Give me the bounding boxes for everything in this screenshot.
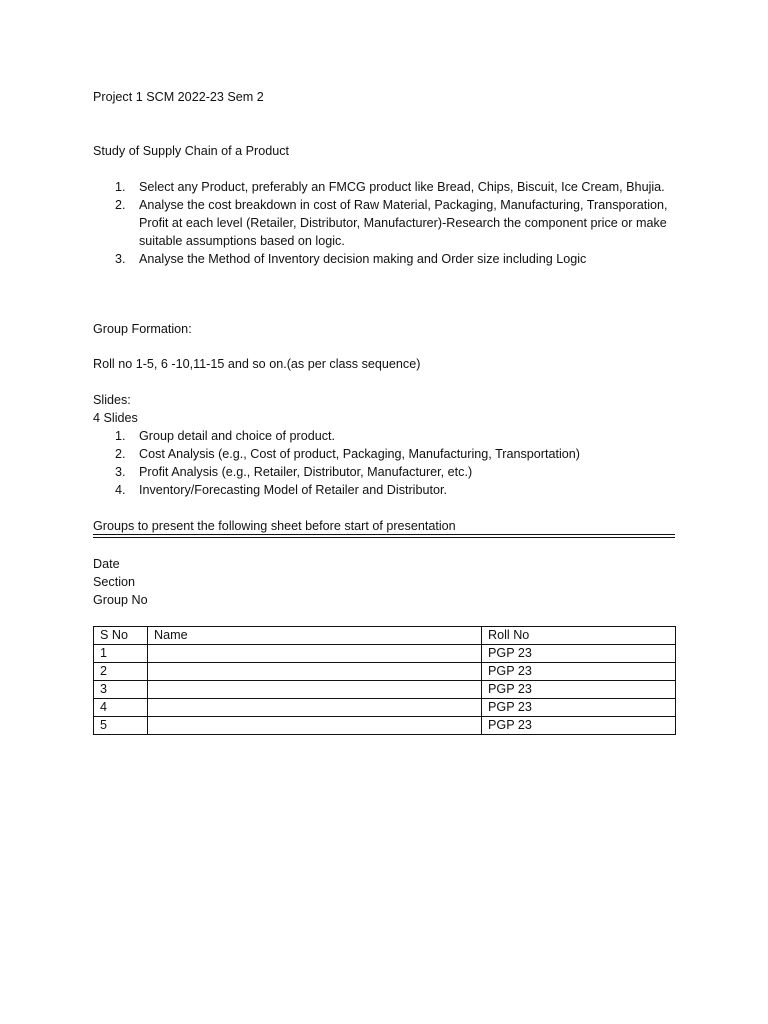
table-row [94,699,676,717]
slides-count: 4 Slides [93,411,138,425]
slides-list [93,427,683,499]
table-row [94,681,676,699]
doc-subtitle: Study of Supply Chain of a Product [93,144,290,158]
cell-name [148,681,482,699]
group-formation-label: Group Formation: [93,322,192,336]
cell-name [148,645,482,663]
cell-roll-no: PGP 23 [482,681,676,699]
double-rule-top [93,534,675,535]
header-name: Name [148,627,482,645]
slide-text: Group detail and choice of product. [139,429,336,443]
cell-name [148,717,482,735]
slide-text: Inventory/Forecasting Model of Retailer and Distributor. [139,483,447,497]
cell-roll-no: PGP 23 [482,645,676,663]
table-row [94,645,676,663]
sheet-heading: Groups to present the following sheet before start of presentation [93,519,456,533]
cell-sno: 1 [94,645,148,663]
slide-text: Cost Analysis (e.g., Cost of product, Packaging, Manufacturing, Transportation) [139,447,581,461]
cell-sno: 5 [94,717,148,735]
list-item: 4. Inventory/Forecasting Model of Retailer and Distributor. [115,483,447,497]
cell-sno: 2 [94,663,148,681]
header-sno: S No [94,627,148,645]
group-formation-text: Roll no 1-5, 6 -10,11-15 and so on.(as per class sequence) [93,357,421,371]
cell-sno: 4 [94,699,148,717]
cell-roll-no: PGP 23 [482,699,676,717]
group-sheet-table [93,626,676,735]
list-item: 2. Cost Analysis (e.g., Cost of product, Packaging, Manufacturing, Transportation) [115,447,581,461]
cell-sno: 3 [94,681,148,699]
list-item: 3. Analyse the Method of Inventory decision making and Order size including Logic [115,252,587,266]
task-text: Analyse the cost breakdown in cost of Raw Material, Packaging, Manufacturing, Transporation, Profit at each level (Retailer, Distributor, Manufacturer)-Research the component price or make suitable assumptions based on logic. [139,198,668,248]
list-item: 2. Analyse the cost breakdown in cost of Raw Material, Packaging, Manufacturing, Transporation, Profit at each level (Retailer, Distributor, Manufacturer)-Research the component price or make suitable assumptions based on logic. [115,198,668,248]
list-item: 1. Group detail and choice of product. [115,429,336,443]
header-roll-no: Roll No [482,627,676,645]
task-list [93,178,683,268]
task-text: Select any Product, preferably an FMCG product like Bread, Chips, Biscuit, Ice Cream, Bhujia. [139,180,665,194]
cell-name [148,699,482,717]
cell-roll-no: PGP 23 [482,717,676,735]
field-group-no: Group No [93,593,148,607]
slide-text: Profit Analysis (e.g., Retailer, Distributor, Manufacturer, etc.) [139,465,473,479]
list-item: 1. Select any Product, preferably an FMCG product like Bread, Chips, Biscuit, Ice Cream, Bhujia. [115,180,665,194]
list-item: 3. Profit Analysis (e.g., Retailer, Distributor, Manufacturer, etc.) [115,465,473,479]
double-rule-bottom [93,537,675,538]
cell-roll-no: PGP 23 [482,663,676,681]
task-text: Analyse the Method of Inventory decision making and Order size including Logic [139,252,587,266]
table-header-row [94,627,676,645]
table-row [94,663,676,681]
table-row [94,717,676,735]
slides-label: Slides: [93,393,131,407]
cell-name [148,663,482,681]
field-date: Date [93,557,120,571]
field-section: Section [93,575,136,589]
doc-title: Project 1 SCM 2022-23 Sem 2 [93,90,264,104]
